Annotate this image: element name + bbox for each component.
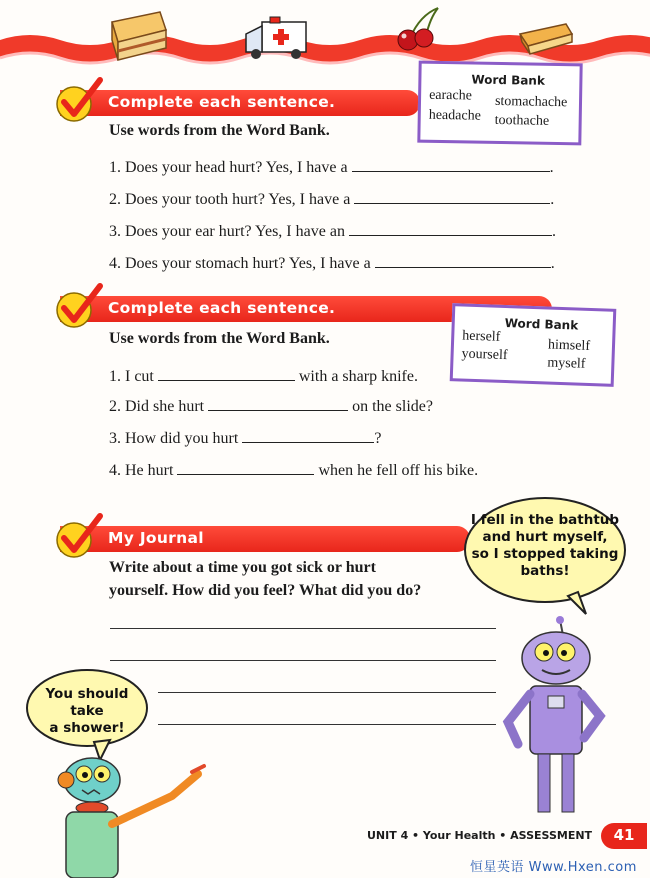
answer-blank[interactable] [158, 368, 295, 381]
section1-header-bar [60, 90, 420, 116]
journal-writing-line[interactable] [158, 724, 496, 725]
answer-blank[interactable] [208, 398, 348, 411]
answer-blank[interactable] [242, 430, 374, 443]
page-number: 41 [613, 826, 635, 844]
section2-item-4: 4. He hurt when he fell off his bike. [109, 462, 479, 479]
word-bank-1-word: earache [428, 87, 472, 104]
journal-prompt-line-1: Write about a time you got sick or hurt [109, 559, 376, 576]
robot-character-left [52, 752, 212, 878]
word-bank-1-title: Word Bank [471, 72, 546, 88]
word-bank-1-word: toothache [494, 112, 550, 129]
journal-prompt-line-2: yourself. How did you feel? What did you do? [109, 582, 422, 599]
answer-blank[interactable] [354, 191, 550, 204]
section2-item-3: 3. How did you hurt ? [109, 430, 382, 447]
answer-blank[interactable] [375, 255, 551, 268]
answer-blank[interactable] [349, 223, 552, 236]
robot-character-right [494, 612, 624, 820]
word-bank-2-word: himself [547, 337, 591, 354]
word-bank-1 [417, 61, 582, 146]
speech-bubble-right-text: I fell in the bathtub and hurt myself, so I stopped taking baths! [470, 512, 620, 579]
journal-writing-line[interactable] [158, 692, 496, 693]
section1-title: Complete each sentence. [108, 93, 336, 111]
journal-writing-line[interactable] [110, 660, 496, 661]
top-decorative-band [0, 0, 650, 70]
checkmark-icon [52, 512, 106, 560]
section1-item-3: 3. Does your ear hurt? Yes, I have an . [109, 223, 556, 240]
section1-item-2: 2. Does your tooth hurt? Yes, I have a . [109, 191, 555, 208]
word-bank-2-word: yourself [461, 346, 508, 364]
checkmark-icon [52, 282, 106, 330]
answer-blank[interactable] [177, 462, 314, 475]
section2-title: Complete each sentence. [108, 299, 336, 317]
answer-blank[interactable] [352, 159, 550, 172]
word-bank-2-word: myself [547, 355, 586, 372]
word-bank-2 [450, 303, 617, 387]
speech-bubble-left-text: You should take a shower! [45, 686, 129, 736]
journal-header-bar [60, 526, 470, 552]
checkmark-icon [52, 76, 106, 124]
word-bank-1-word: headache [428, 107, 481, 124]
footer-unit-label: UNIT 4 • Your Health • ASSESSMENT [367, 829, 593, 842]
section2-instruction: Use words from the Word Bank. [109, 330, 330, 347]
journal-title: My Journal [108, 529, 204, 547]
section1-item-1: 1. Does your head hurt? Yes, I have a . [109, 159, 554, 176]
journal-writing-line[interactable] [110, 628, 496, 629]
word-bank-1-word: stomachache [494, 93, 568, 111]
watermark-text: 恒星英语 Www.Hxen.com [470, 860, 637, 875]
section1-instruction: Use words from the Word Bank. [109, 122, 330, 139]
page-number-badge [601, 823, 647, 849]
ambulance-icon [246, 17, 306, 59]
section2-item-1: 1. I cut with a sharp knife. [109, 368, 418, 385]
section2-item-2: 2. Did she hurt on the slide? [109, 398, 433, 415]
word-bank-2-title: Word Bank [504, 316, 579, 333]
word-bank-2-word: herself [462, 328, 501, 345]
section1-item-4: 4. Does your stomach hurt? Yes, I have a . [109, 255, 555, 272]
